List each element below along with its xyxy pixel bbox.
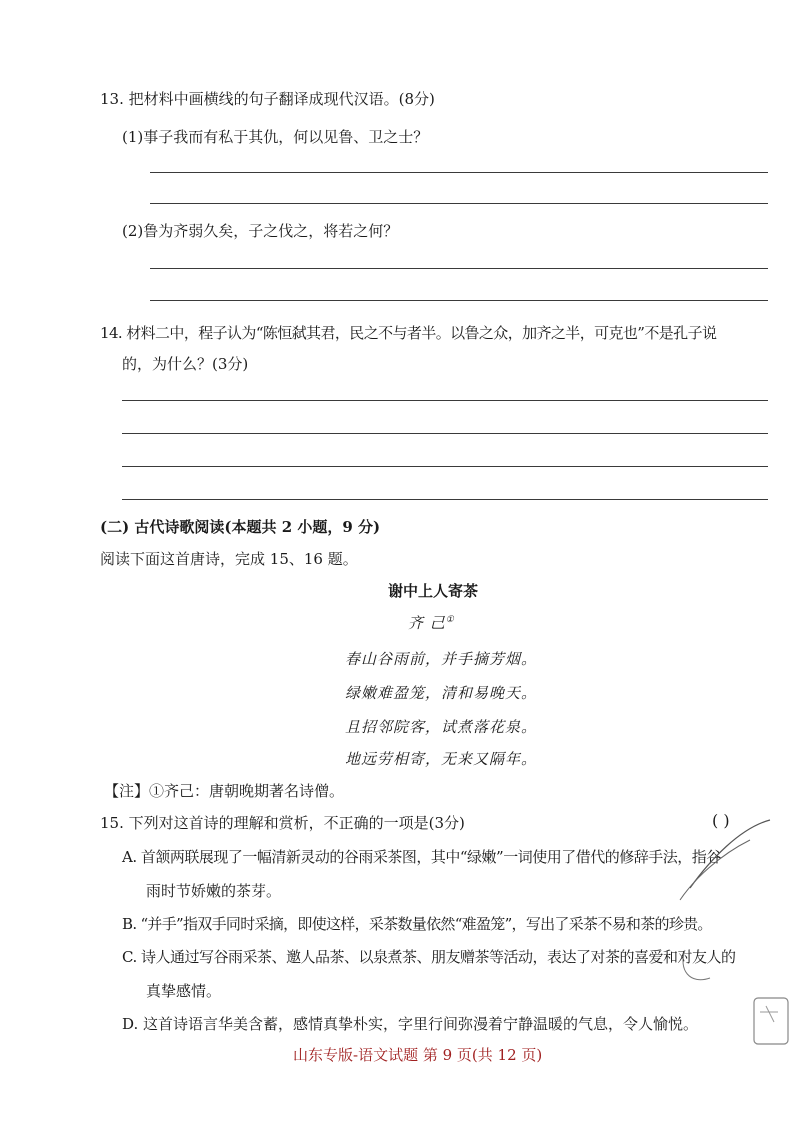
poem-note: 【注】①齐己：唐朝晚期著名诗僧。 — [104, 782, 345, 800]
answer-line — [122, 499, 768, 500]
answer-line — [122, 466, 768, 467]
answer-line — [122, 433, 768, 434]
poem-line: 春山谷雨前，并手摘芳烟。 — [345, 650, 538, 668]
section-intro: 阅读下面这首唐诗，完成 15、16 题。 — [100, 550, 358, 568]
poem-line: 绿嫩难盈笼，清和易晚天。 — [345, 684, 538, 702]
answer-line — [150, 203, 768, 204]
q13-stem: 13. 把材料中画横线的句子翻译成现代汉语。(8分) — [100, 90, 435, 108]
q14-line1: 14. 材料二中，程子认为“陈恒弑其君，民之不与者半。以鲁之众，加齐之半，可克也”不是孔子说 — [100, 324, 717, 342]
page-footer: 山东专版-语文试题 第 9 页(共 12 页) — [293, 1046, 543, 1064]
q15-option-c-line2: 真挚感情。 — [146, 982, 222, 1000]
q15-option-a-line1: A. 首颔两联展现了一幅清新灵动的谷雨采茶图，其中“绿嫩”一词使用了借代的修辞手法，指谷 — [122, 848, 721, 866]
answer-line — [150, 172, 768, 173]
q13-sub1: (1)事子我而有私于其仇，何以见鲁、卫之士？ — [122, 128, 429, 146]
q15-option-c-line1: C. 诗人通过写谷雨采茶、邀人品茶、以泉煮茶、朋友赠茶等活动，表达了对茶的喜爱和对友人的 — [122, 948, 736, 966]
q15-option-a-line2: 雨时节娇嫩的茶芽。 — [146, 882, 282, 900]
answer-line — [150, 300, 768, 301]
q15-option-d: D. 这首诗语言华美含蓄，感情真挚朴实，字里行间弥漫着宁静温暖的气息，令人愉悦。 — [122, 1015, 699, 1033]
stamp-mark — [748, 992, 793, 1052]
poem-author-name: 齐 己 — [408, 614, 446, 632]
q15-stem: 15. 下列对这首诗的理解和赏析，不正确的一项是(3分) — [100, 814, 465, 832]
answer-line — [122, 400, 768, 401]
answer-line — [150, 268, 768, 269]
q14-line2: 的，为什么？(3分) — [122, 355, 249, 373]
poem-author — [408, 612, 455, 633]
q15-option-b: B. “并手”指双手同时采摘，即使这样，采茶数量依然“难盈笼”，写出了采茶不易和茶的珍贵。 — [122, 915, 712, 933]
q13-sub2: (2)鲁为齐弱久矣，子之伐之，将若之何？ — [122, 222, 399, 240]
poem-line: 地远劳相寄，无来又隔年。 — [345, 750, 538, 768]
answer-blank: ( ) — [712, 811, 730, 830]
poem-title: 谢中上人寄茶 — [388, 582, 479, 600]
footnote-mark: ① — [445, 615, 455, 625]
section-heading: (二) 古代诗歌阅读(本题共 2 小题，9 分) — [100, 518, 381, 536]
poem-line: 且招邻院客，试煮落花泉。 — [345, 718, 538, 736]
pen-stroke-mark — [650, 800, 800, 1000]
